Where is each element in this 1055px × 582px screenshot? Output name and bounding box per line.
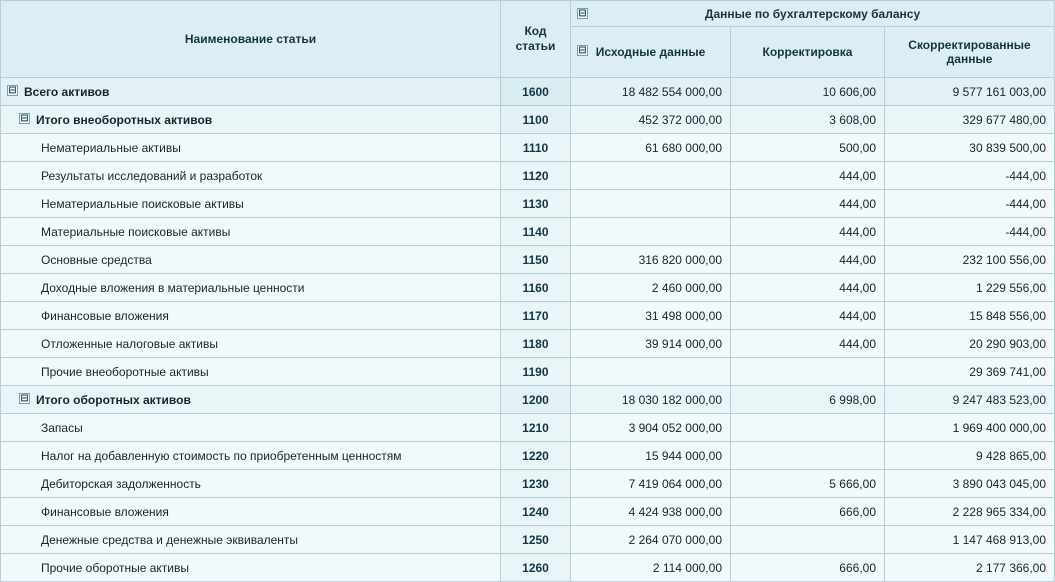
cell-item-name[interactable] xyxy=(1,330,501,358)
cell-adjusted-value[interactable]: 9 428 865,00 xyxy=(885,442,1055,470)
column-header-adjusted[interactable] xyxy=(885,27,1055,78)
table-row[interactable] xyxy=(1,106,1055,134)
cell-source-value[interactable]: 2 460 000,00 xyxy=(571,274,731,302)
cell-item-name[interactable] xyxy=(1,554,501,582)
cell-correction-value[interactable] xyxy=(731,358,885,386)
cell-adjusted-value[interactable]: 20 290 903,00 xyxy=(885,330,1055,358)
cell-item-name[interactable] xyxy=(1,218,501,246)
item-name-label: Отложенные налоговые активы xyxy=(41,336,218,351)
cell-adjusted-value[interactable]: 329 677 480,00 xyxy=(885,106,1055,134)
column-header-code[interactable] xyxy=(501,1,571,78)
item-name-label: Прочие оборотные активы xyxy=(41,560,189,575)
column-header-group-label: Данные по бухгалтерскому балансу xyxy=(704,6,921,21)
cell-item-name[interactable] xyxy=(1,302,501,330)
item-name-label: Основные средства xyxy=(41,252,152,267)
cell-item-code[interactable]: 1150 xyxy=(501,246,571,274)
item-name-label: Налог на добавленную стоимость по приобретенным ценностям xyxy=(41,448,402,463)
column-header-source-label: Исходные данные xyxy=(595,45,706,60)
cell-correction-value[interactable]: 666,00 xyxy=(731,498,885,526)
cell-adjusted-value[interactable]: 9 577 161 003,00 xyxy=(885,78,1055,106)
cell-correction-value[interactable] xyxy=(731,414,885,442)
item-name-label: Финансовые вложения xyxy=(41,504,169,519)
cell-adjusted-value[interactable]: 9 247 483 523,00 xyxy=(885,386,1055,414)
cell-correction-value[interactable]: 444,00 xyxy=(731,302,885,330)
item-name-label: Итого оборотных активов xyxy=(36,392,191,407)
cell-source-value[interactable]: 18 482 554 000,00 xyxy=(571,78,731,106)
cell-item-name[interactable] xyxy=(1,274,501,302)
cell-correction-value[interactable]: 500,00 xyxy=(731,134,885,162)
cell-adjusted-value[interactable]: 3 890 043 045,00 xyxy=(885,470,1055,498)
item-name-label: Прочие внеоборотные активы xyxy=(41,364,209,379)
cell-adjusted-value[interactable]: 1 969 400 000,00 xyxy=(885,414,1055,442)
column-header-adjusted-label: Скорректированные данные xyxy=(908,38,1031,67)
table-row[interactable] xyxy=(1,414,1055,442)
item-name-label: Результаты исследований и разработок xyxy=(41,168,263,183)
cell-adjusted-value[interactable]: -444,00 xyxy=(885,218,1055,246)
cell-correction-value[interactable]: 666,00 xyxy=(731,554,885,582)
item-name-label: Денежные средства и денежные эквиваленты xyxy=(41,532,299,547)
cell-item-code[interactable]: 1210 xyxy=(501,414,571,442)
cell-item-code[interactable]: 1180 xyxy=(501,330,571,358)
cell-source-value[interactable]: 452 372 000,00 xyxy=(571,106,731,134)
cell-adjusted-value[interactable]: 2 228 965 334,00 xyxy=(885,498,1055,526)
table-row[interactable] xyxy=(1,218,1055,246)
cell-source-value[interactable]: 2 264 070 000,00 xyxy=(571,526,731,554)
item-name-label: Материальные поисковые активы xyxy=(41,224,231,239)
item-name-label: Финансовые вложения xyxy=(41,308,169,323)
table-row[interactable] xyxy=(1,554,1055,582)
cell-item-code[interactable]: 1600 xyxy=(501,78,571,106)
cell-item-name[interactable] xyxy=(1,386,501,414)
column-header-source[interactable] xyxy=(571,27,731,78)
table-row[interactable] xyxy=(1,526,1055,554)
table-row[interactable] xyxy=(1,330,1055,358)
cell-adjusted-value[interactable]: 1 147 468 913,00 xyxy=(885,526,1055,554)
item-name-label: Запасы xyxy=(41,420,83,435)
table-row[interactable] xyxy=(1,162,1055,190)
item-name-label: Нематериальные активы xyxy=(41,140,181,155)
table-row[interactable] xyxy=(1,470,1055,498)
cell-correction-value[interactable] xyxy=(731,526,885,554)
table-row[interactable] xyxy=(1,302,1055,330)
cell-item-code[interactable]: 1170 xyxy=(501,302,571,330)
cell-item-code[interactable]: 1190 xyxy=(501,358,571,386)
cell-item-code[interactable]: 1220 xyxy=(501,442,571,470)
cell-item-name[interactable] xyxy=(1,526,501,554)
table-row[interactable] xyxy=(1,498,1055,526)
cell-item-code[interactable]: 1240 xyxy=(501,498,571,526)
cell-source-value[interactable] xyxy=(571,190,731,218)
cell-source-value[interactable]: 2 114 000,00 xyxy=(571,554,731,582)
cell-item-code[interactable]: 1250 xyxy=(501,526,571,554)
table-row[interactable] xyxy=(1,78,1055,106)
cell-adjusted-value[interactable]: 15 848 556,00 xyxy=(885,302,1055,330)
item-name-label: Итого внеоборотных активов xyxy=(36,112,213,127)
cell-correction-value[interactable]: 444,00 xyxy=(731,190,885,218)
item-name-label: Доходные вложения в материальные ценности xyxy=(41,280,305,295)
table-row[interactable] xyxy=(1,442,1055,470)
cell-source-value[interactable]: 15 944 000,00 xyxy=(571,442,731,470)
cell-item-code[interactable]: 1110 xyxy=(501,134,571,162)
cell-item-name[interactable] xyxy=(1,442,501,470)
cell-source-value[interactable] xyxy=(571,218,731,246)
tree-collapse-icon[interactable]: ⊟ xyxy=(20,393,29,405)
cell-item-name[interactable] xyxy=(1,498,501,526)
cell-item-name[interactable] xyxy=(1,106,501,134)
cell-source-value[interactable] xyxy=(571,162,731,190)
cell-item-name[interactable] xyxy=(1,358,501,386)
cell-item-code[interactable]: 1260 xyxy=(501,554,571,582)
cell-source-value[interactable]: 18 030 182 000,00 xyxy=(571,386,731,414)
item-name-label: Всего активов xyxy=(24,84,110,99)
item-name-label: Дебиторская задолженность xyxy=(41,476,201,491)
cell-correction-value[interactable]: 444,00 xyxy=(731,330,885,358)
cell-correction-value[interactable]: 444,00 xyxy=(731,162,885,190)
cell-correction-value[interactable]: 444,00 xyxy=(731,218,885,246)
collapse-group-icon[interactable]: ⊟ xyxy=(578,8,587,19)
cell-item-code[interactable]: 1230 xyxy=(501,470,571,498)
cell-item-name[interactable] xyxy=(1,162,501,190)
table-row[interactable] xyxy=(1,386,1055,414)
cell-source-value[interactable]: 3 904 052 000,00 xyxy=(571,414,731,442)
cell-adjusted-value[interactable]: 30 839 500,00 xyxy=(885,134,1055,162)
cell-item-name[interactable] xyxy=(1,246,501,274)
cell-source-value[interactable]: 7 419 064 000,00 xyxy=(571,470,731,498)
cell-source-value[interactable] xyxy=(571,358,731,386)
collapse-source-icon[interactable]: ⊟ xyxy=(578,45,587,57)
table-body xyxy=(1,78,1055,582)
table-header xyxy=(1,1,1055,78)
column-header-group[interactable] xyxy=(571,1,1055,27)
column-header-correction-label: Корректировка xyxy=(762,45,853,60)
column-header-name[interactable] xyxy=(1,1,501,78)
tree-collapse-icon[interactable]: ⊟ xyxy=(20,113,29,125)
cell-source-value[interactable]: 31 498 000,00 xyxy=(571,302,731,330)
cell-item-code[interactable]: 1160 xyxy=(501,274,571,302)
cell-correction-value[interactable]: 10 606,00 xyxy=(731,78,885,106)
cell-item-name[interactable] xyxy=(1,414,501,442)
item-name-label: Нематериальные поисковые активы xyxy=(41,196,244,211)
column-header-name-label: Наименование статьи xyxy=(184,32,317,46)
cell-correction-value[interactable]: 5 666,00 xyxy=(731,470,885,498)
tree-collapse-icon[interactable]: ⊟ xyxy=(8,85,17,97)
column-header-code-line2: статьи xyxy=(515,39,556,53)
cell-adjusted-value[interactable]: 2 177 366,00 xyxy=(885,554,1055,582)
column-header-correction[interactable] xyxy=(731,27,885,78)
cell-item-code[interactable]: 1100 xyxy=(501,106,571,134)
table-row[interactable] xyxy=(1,134,1055,162)
table-row[interactable] xyxy=(1,190,1055,218)
cell-source-value[interactable]: 4 424 938 000,00 xyxy=(571,498,731,526)
cell-item-code[interactable]: 1200 xyxy=(501,386,571,414)
cell-source-value[interactable]: 39 914 000,00 xyxy=(571,330,731,358)
header-row-group xyxy=(1,1,1055,27)
cell-item-code[interactable]: 1120 xyxy=(501,162,571,190)
cell-item-name[interactable] xyxy=(1,470,501,498)
cell-source-value[interactable]: 61 680 000,00 xyxy=(571,134,731,162)
table-row[interactable] xyxy=(1,246,1055,274)
cell-correction-value[interactable]: 6 998,00 xyxy=(731,386,885,414)
table-row[interactable] xyxy=(1,358,1055,386)
cell-adjusted-value[interactable]: 29 369 741,00 xyxy=(885,358,1055,386)
cell-item-name[interactable] xyxy=(1,190,501,218)
cell-item-code[interactable]: 1140 xyxy=(501,218,571,246)
cell-source-value[interactable]: 316 820 000,00 xyxy=(571,246,731,274)
cell-correction-value[interactable] xyxy=(731,442,885,470)
cell-adjusted-value[interactable]: -444,00 xyxy=(885,190,1055,218)
column-header-code-line1: Код xyxy=(524,24,547,38)
cell-correction-value[interactable]: 444,00 xyxy=(731,274,885,302)
cell-adjusted-value[interactable]: -444,00 xyxy=(885,162,1055,190)
cell-item-name[interactable] xyxy=(1,78,501,106)
table-row[interactable] xyxy=(1,274,1055,302)
cell-correction-value[interactable]: 3 608,00 xyxy=(731,106,885,134)
cell-item-code[interactable]: 1130 xyxy=(501,190,571,218)
cell-adjusted-value[interactable]: 1 229 556,00 xyxy=(885,274,1055,302)
cell-adjusted-value[interactable]: 232 100 556,00 xyxy=(885,246,1055,274)
cell-item-name[interactable] xyxy=(1,134,501,162)
cell-correction-value[interactable]: 444,00 xyxy=(731,246,885,274)
